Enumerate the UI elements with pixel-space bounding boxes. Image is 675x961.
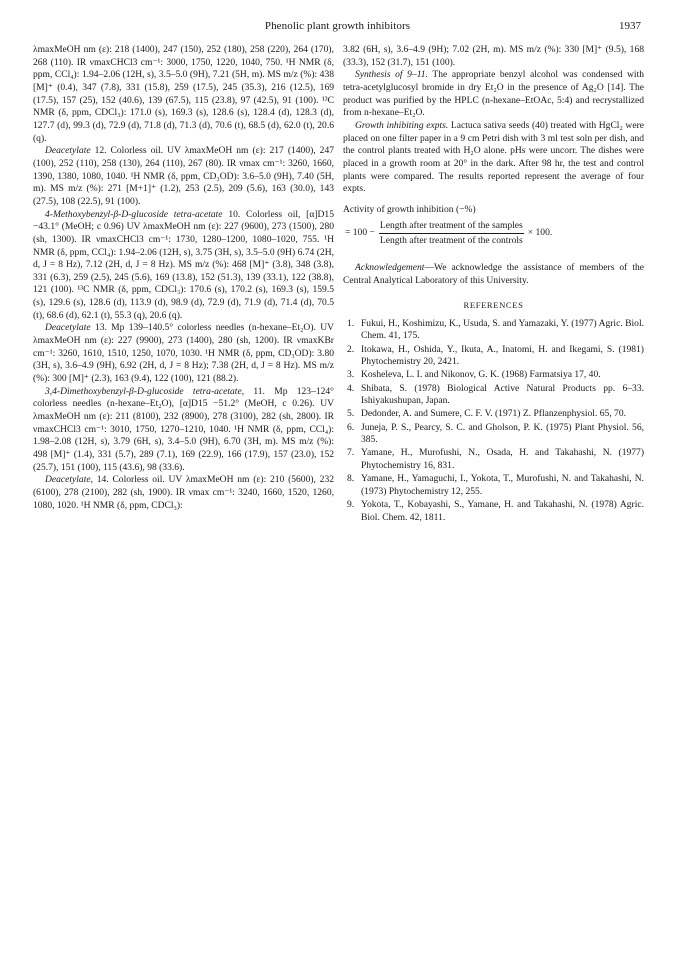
reference-text: Dedonder, A. and Sumere, C. F. V. (1971) Z. Pflanzenphysiol. 65, 70. [361,408,626,420]
reference-text: Kosheleva, L. I. and Nikonov, G. K. (1968) Farmatsiya 17, 40. [361,369,601,381]
reference-list [343,318,644,525]
compound-13-paragraph [33,322,334,385]
equation-title: Activity of growth inhibition (−%) [343,203,476,215]
compound-name: Deacetylate [45,474,91,486]
reference-text: Fukui, H., Koshimizu, K., Usuda, S. and Yamazaki, Y. (1977) Agric. Biol. Chem. 41, 175. [361,317,644,342]
reference-item [343,499,644,524]
page-header [0,20,675,36]
section-run-in-heading: Synthesis of 9–11. [355,69,428,81]
acknowledgement-paragraph [343,262,644,287]
reference-item [343,422,644,447]
equation-rhs: × 100. [527,227,553,239]
running-title: Phenolic plant growth inhibitors [264,20,411,32]
reference-number: 9. [347,499,355,510]
reference-number: 7. [347,447,355,459]
reference-item [343,473,644,498]
reference-number: 6. [347,421,355,433]
reference-text: Yokota, T., Kobayashi, S., Yamane, H. and Takahashi, N. (1978) Agric. Biol. Chem. 42, 1811. [361,499,644,523]
reference-text: Shibata, S. (1978) Biological Active Natural Products pp. 6–33. Ishiyakushupan, Japan. [361,382,644,407]
fraction-denominator: Length after treatment of the controls [379,235,523,247]
reference-number: 1. [347,317,355,329]
compound-name: 3,4-Dimethoxybenzyl-β-D-glucoside tetra-acetate [45,385,242,397]
reference-text: Yamane, H., Murofushi, N., Osada, H. and Takahashi, N. (1977) Phytochemistry 16, 831. [361,447,644,472]
reference-item [343,369,644,382]
paragraph-text: 13. Mp 139–140.5° colorless needles (n-hexane–Et₂O). UV λmaxMeOH nm (ε): 227 (9900), 273 (1400), 280 (sh, 1200). IR νmaxKBr cm⁻¹: 3260, 1610, 1510, 1250, 1070, 1030. ¹H NMR (δ, ppm, CD₃OD): 3.80 (3H, s), 3.6–4.9 (9H), 6.92 (2H, d, J = 8 Hz); 7.38 (2H, d, J = 8 Hz). MS m/z (%): 300 [M]⁺ (2.3), 163 (9.4), 122 (100), 121 (88.2). [33,322,334,385]
spectral-data-continued: 3.82 (6H, s), 3.6–4.9 (9H); 7.02 (2H, m). MS m/z (%): 330 [M]⁺ (9.5), 168 (33.3), 152 (31.7), 151 (100). [343,44,644,68]
compound-name: 4-Methoxybenzyl-β-D-glucoside tetra-acetate [45,208,223,220]
reference-item [343,447,644,472]
page-number: 1937 [619,20,641,32]
compound-10-paragraph [33,209,334,323]
references-heading: REFERENCES [463,300,524,311]
reference-item [343,383,644,408]
paragraph-text: , 11. Mp 123–124° colorless needles (n-hexane–Et₂O), [α]D15 −51.2° (MeOH, c 0.26). UV λmaxMeOH nm (ε): 211 (8100), 232 (8900), 278 (3100), 282 (sh, 2800). IR νmaxCHCl3 cm⁻¹: 3010, 1750, 1270–1210, 1040. ¹H NMR (δ, ppm, CCl₄): 1.98–2.08 (12H, s), 3.79 (6H, s), 3.4–5.0 (9H), 6.70 (3H, m). MS m/z (%): 498 [M]⁺ (1.4), 331 (5.7), 289 (7.1), 169 (22.9), 166 (17.9), 157 (23.0), 152 (25.7), 151 (100), 115 (43.6), 98 (33.6). [33,385,334,473]
reference-item [343,344,644,369]
right-column [343,44,644,525]
synthesis-paragraph [343,69,644,120]
acknowledgement-heading: Acknowledgement [355,261,425,273]
reference-number: 3. [347,369,355,381]
spectral-data-paragraph: λmaxMeOH nm (ε): 218 (1400), 247 (150), 252 (180), 258 (220), 264 (170), 268 (110). IR νmaxCHCl3 cm⁻¹: 3000, 1750, 1220, 1040, 750. ¹H NMR (δ, ppm, CCl₄): 1.94–2.06 (12H, s), 3.5–5.0 (9H), 7.21 (5H, m). MS m/z (%): 438 [M]⁺ (0.4), 347 (7.8), 331 (15.8), 259 (17.5), 245 (35.3), 216 (12.5), 169 (17.5), 157 (25), 152 (40.6), 139 (67.5), 115 (23.8), 97 (42.5), 91 (100). ¹³C NMR (δ, ppm, CDCl₃): 171.0 (s), 169.3 (s), 128.6 (s), 128.4 (d), 128.3 (d), 127.7 (d), 99.3 (d), 72.9 (d), 71.8 (d), 71.3 (d), 70.6 (t), 68.5 (d), 62.0 (t), 20.6 (q). [33,44,334,144]
paragraph-text: —We acknowledge the assistance of members of the Central Analytical Laboratory of this University. [343,261,644,286]
equation-body [343,220,644,248]
paragraph-text: Lactuca sativa seeds (40) treated with HgCl₂ were placed on one filter paper in a 9 cm Petri dish with 3 ml test soln per dish, and the control plants treated with H₂O alone. pHs were uncorr. The dishes were placed in a growth room at 20° in the dark. After 98 hr, the test and control plants were compared. The results reported represent the average of four expts. [343,119,644,195]
paragraph-text: 10. Colorless oil, [α]D15 −43.1° (MeOH; c 0.96) UV λmaxMeOH nm (ε): 227 (9600), 273 (1500), 280 (sh, 1300). IR νmaxCHCl3 cm⁻¹: 1730, 1280–1200, 1080–1020, 755. ¹H NMR (δ, ppm, CCl₄): 1.94–2.06 (12H, s), 3.75 (3H, s), 3.5–5.0 (9H) 6.74 (2H, d, J = 8 Hz), 7.12 (2H, d, J = 8 Hz). MS m/z (%): 468 [M]⁺ (3.8), 348 (3.8), 331 (6.3), 259 (2.5), 245 (5.6), 169 (13.8), 152 (51.3), 139 (33.1), 122 (38.8), 121 (100). ¹³C NMR (δ, ppm, CDCl₃): 170.6 (s), 170.2 (s), 169.3 (s), 159.5 (s), 129.6 (s), 128.6 (d), 113.9 (d), 98.9 (d), 72.9 (d), 71.9 (d), 71.4 (d), 70.5 (t), 68.6 (d), 62.1 (t), 55.3 (q), 20.6 (q). [33,208,334,321]
paragraph-text: 12. Colorless oil. UV λmaxMeOH nm (ε): 217 (1400), 247 (100), 252 (110), 258 (130), 264 (110), 267 (80). IR νmax cm⁻¹: 3260, 1660, 1390, 1380, 1080, 1040. ¹H NMR (δ, ppm, CD₃OD): 3.6–5.0 (9H), 7.40 (5H, m). MS m/z (%): 271 [M+1]⁺ (1.2), 253 (2.5), 209 (5.6), 163 (30.0), 143 (27.5), 108 (22.5), 91 (100). [33,145,334,207]
reference-text: Juneja, P. S., Pearcy, S. C. and Gholson, P. K. (1975) Plant Physiol. 56, 385. [361,421,644,446]
compound-14-paragraph [33,474,334,512]
paragraph-text: The appropriate benzyl alcohol was condensed with tetra-acetylglucosyl bromide in dry Et₂O in the presence of Ag₂O [14]. The product was purified by the HPLC (n-hexane–EtOAc, 5:4) and recrystallized from n-hexane–Et₂O. [343,69,644,119]
section-run-in-heading: Growth inhibiting expts. [355,119,449,131]
reference-number: 2. [347,343,355,355]
activity-equation [343,204,644,248]
reference-item [343,318,644,343]
growth-inhibition-paragraph [343,120,644,196]
left-column [33,44,334,512]
equation-fraction [379,220,524,248]
reference-text: Yamane, H., Yamaguchi, I., Yokota, T., Murofushi, N. and Takahashi, N. (1973) Phytochemistry 12, 255. [361,473,644,497]
compound-name: Deacetylate [45,322,91,334]
equation-lhs: = 100 − [345,227,375,239]
reference-number: 8. [347,473,355,485]
reference-number: 5. [347,408,355,420]
paragraph-text: , 14. Colorless oil. UV λmaxMeOH nm (ε): 210 (5600), 232 (6100), 278 (2100), 282 (sh, 1900). IR νmax cm⁻¹: 3240, 1660, 1520, 1260, 1080, 1020. ¹H NMR (δ, ppm, CDCl₃): [33,474,334,511]
compound-11-paragraph [33,386,334,475]
compound-name: Deacetylate [45,145,91,157]
reference-item [343,408,644,421]
compound-12-paragraph [33,145,334,208]
reference-number: 4. [347,382,355,394]
reference-text: Itokawa, H., Oshida, Y., Ikuta, A., Inatomi, H. and Ikegami, S. (1981) Phytochemistry 20, 2421. [361,343,644,368]
fraction-numerator: Length after treatment of the samples [379,220,524,235]
